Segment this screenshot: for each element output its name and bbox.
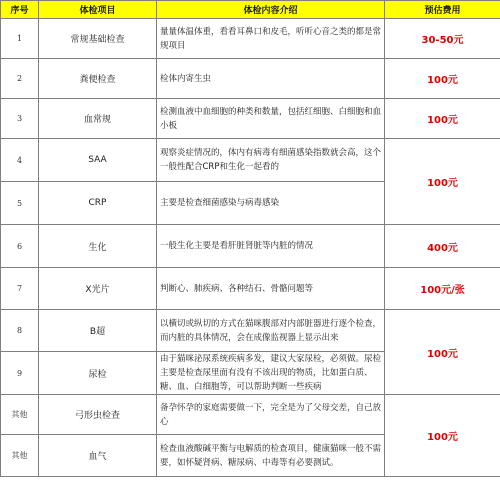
header-num: 序号 [1,1,39,19]
row-num: 9 [1,352,39,395]
row-num: 7 [1,268,39,310]
row-num: 3 [1,99,39,139]
table-row [1,19,500,59]
table-row [1,268,500,310]
row-num: 5 [1,182,39,225]
row-item: 尿检 [39,352,157,395]
table-row [1,139,500,182]
row-desc: 检测血液中血细胞的种类和数量，包括红细胞、白细胞和血小板 [157,99,385,139]
row-desc: 量量体温体重，看看耳鼻口和皮毛，听听心音之类的都是常规项目 [157,19,385,59]
header-price: 预估费用 [385,1,500,19]
row-item: 生化 [39,225,157,268]
table-row [1,225,500,268]
row-item: 血常规 [39,99,157,139]
header-item: 体检项目 [39,1,157,19]
row-price: 30-50元 [385,19,500,59]
row-desc: 备孕怀孕的家庭需要做一下，完全是为了父母交差，自己放心 [157,395,385,435]
row-item: B超 [39,310,157,352]
row-num: 2 [1,59,39,99]
row-price: 100元/张 [385,268,500,310]
row-desc: 观察炎症情况的，体内有病毒有细菌感染指数就会高，这个一般性配合CRP和生化一起看的 [157,139,385,182]
row-desc: 检查血液酸碱平衡与电解质的检查项目，健康猫咪一般不需要，如怀疑肾病、糖尿病、中毒等有必要测试。 [157,435,385,477]
row-desc: 主要是检查细菌感染与病毒感染 [157,182,385,225]
row-price: 100元 [385,310,500,395]
row-item: X光片 [39,268,157,310]
header-row [1,1,500,19]
row-num: 8 [1,310,39,352]
row-desc: 以横切或纵切的方式在猫咪腹部对内部脏器进行逐个检查，而内脏的具体情况，会在成像监视器上显示出来 [157,310,385,352]
row-item: 粪便检查 [39,59,157,99]
row-price: 400元 [385,225,500,268]
row-num: 4 [1,139,39,182]
row-num: 其他 [1,395,39,435]
row-item: 弓形虫检查 [39,395,157,435]
row-price: 100元 [385,59,500,99]
row-price: 100元 [385,139,500,225]
row-desc: 检体内寄生虫 [157,59,385,99]
row-num: 6 [1,225,39,268]
row-item: SAA [39,139,157,182]
row-item: 血气 [39,435,157,477]
row-desc: 一般生化主要是看肝脏肾脏等内脏的情况 [157,225,385,268]
table-row [1,310,500,352]
row-price: 100元 [385,395,500,477]
table-row [1,59,500,99]
row-desc: 由于猫咪泌尿系统疾病多发，建议大家尿检，必须做。尿检主要是检查尿里面有没有不该出现的物质，比如蛋白质、糖、血、白细胞等，可以帮助判断一些疾病 [157,352,385,395]
row-num: 其他 [1,435,39,477]
row-item: 常规基础检查 [39,19,157,59]
row-price: 100元 [385,99,500,139]
table-row [1,99,500,139]
table-row [1,395,500,435]
row-desc: 判断心、肺疾病、各种结石、骨骼问题等 [157,268,385,310]
header-desc: 体检内容介绍 [157,1,385,19]
row-num: 1 [1,19,39,59]
row-item: CRP [39,182,157,225]
